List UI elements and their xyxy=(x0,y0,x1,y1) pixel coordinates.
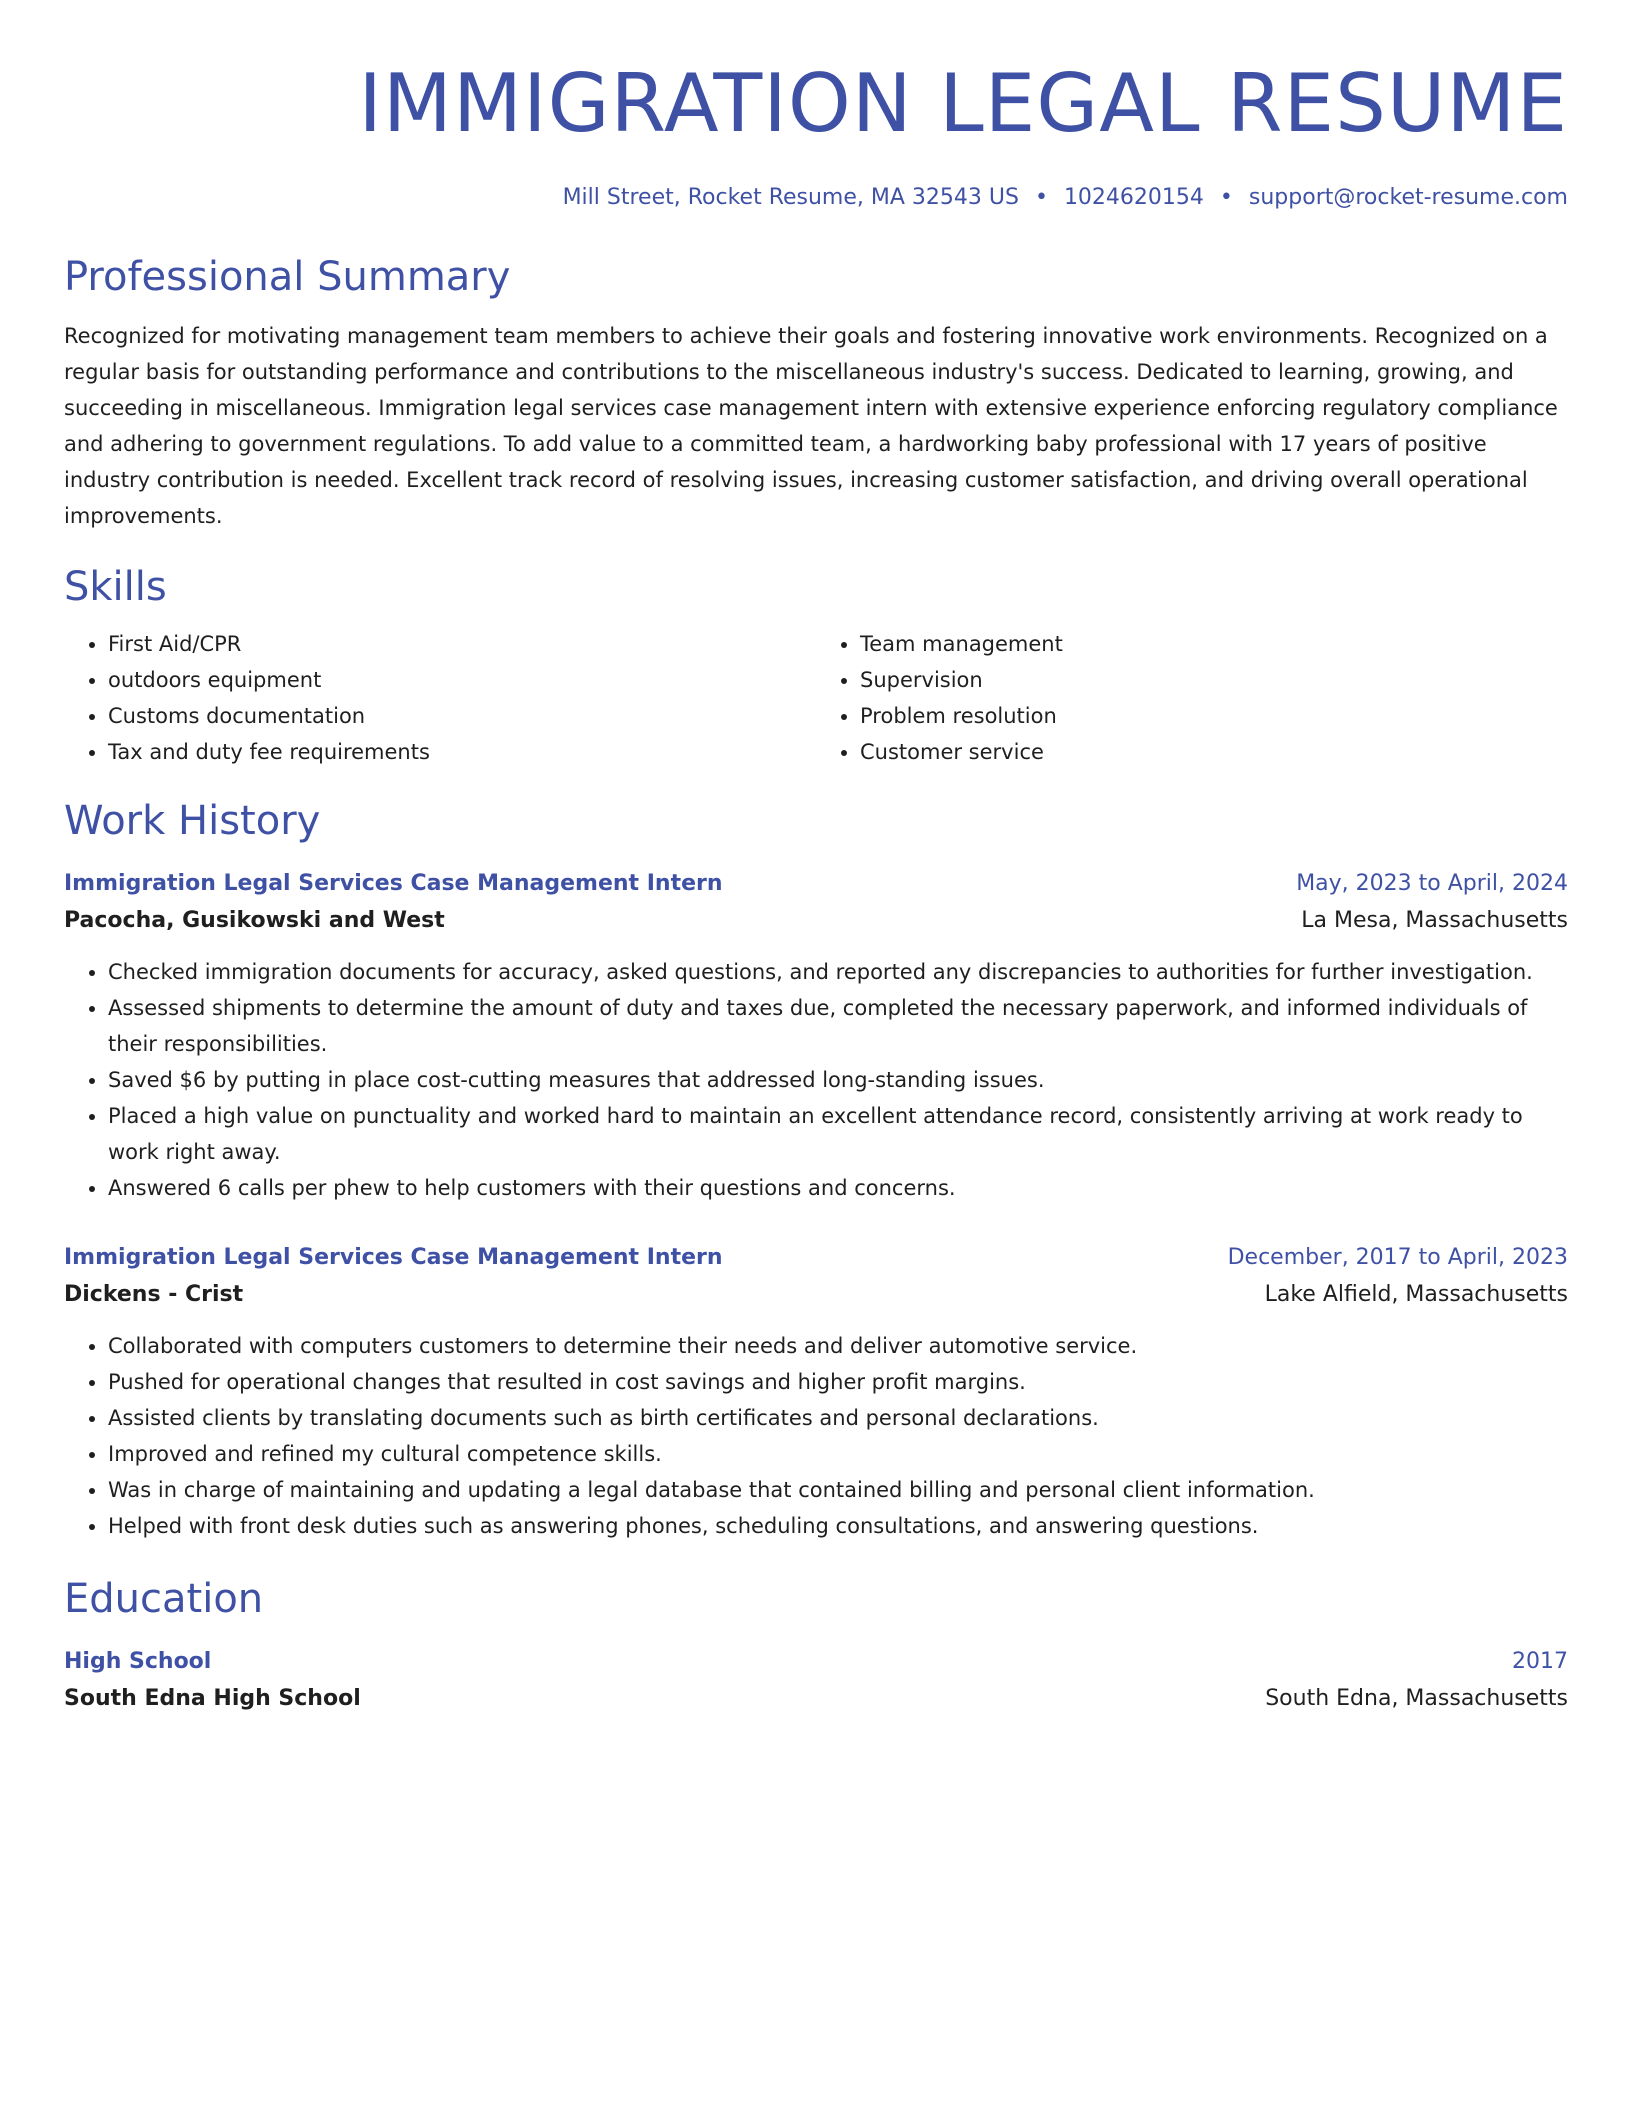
job-header-row xyxy=(64,866,1568,902)
job-bullets xyxy=(64,954,1568,1206)
education-entry xyxy=(64,1644,1568,1718)
job-bullet: • Assisted clients by translating documents such as birth certificates and personal declarations. xyxy=(108,1400,1568,1436)
skills-heading: Skills xyxy=(64,564,167,610)
contact-phone: 1024620154 xyxy=(1063,185,1204,210)
education-school: South Edna High School xyxy=(64,1686,361,1711)
job-role: Immigration Legal Services Case Management Intern xyxy=(64,1245,723,1270)
skills-list xyxy=(64,626,1568,770)
resume-header xyxy=(64,56,1568,214)
job-bullet: • Answered 6 calls per phew to help customers with their questions and concerns. xyxy=(108,1170,1568,1206)
skill-item: • First Aid/CPR xyxy=(108,626,816,662)
job-bullet: • Pushed for operational changes that resulted in cost savings and higher profit margins. xyxy=(108,1364,1568,1400)
job-bullet: • Assessed shipments to determine the amount of duty and taxes due, completed the necessary paperwork, and informed individuals of their responsibilities. xyxy=(108,990,1568,1062)
contact-email: support@rocket-resume.com xyxy=(1248,185,1568,210)
job-bullet: • Was in charge of maintaining and updating a legal database that contained billing and personal client information. xyxy=(108,1472,1568,1508)
education-school-row xyxy=(64,1680,1568,1718)
skill-item: • Supervision xyxy=(860,662,1568,698)
job-bullet: • Helped with front desk duties such as answering phones, scheduling consultations, and answering questions. xyxy=(108,1508,1568,1544)
job-entry xyxy=(64,1240,1568,1544)
resume-title: IMMIGRATION LEGAL RESUME xyxy=(358,57,1568,150)
job-dates: December, 2017 to April, 2023 xyxy=(1227,1245,1568,1270)
work-history-heading: Work History xyxy=(64,798,321,844)
job-bullets xyxy=(64,1328,1568,1544)
education-location: South Edna, Massachusetts xyxy=(1265,1686,1568,1711)
job-company-row xyxy=(64,902,1568,940)
job-header-row xyxy=(64,1240,1568,1276)
skills-column-left xyxy=(64,626,816,770)
job-location: La Mesa, Massachusetts xyxy=(1301,908,1568,933)
job-role: Immigration Legal Services Case Management Intern xyxy=(64,871,723,896)
job-bullet: • Checked immigration documents for accuracy, asked questions, and reported any discrepancies to authorities for further investigation. xyxy=(108,954,1568,990)
summary-heading: Professional Summary xyxy=(64,254,511,300)
job-bullet: • Collaborated with computers customers to determine their needs and deliver automotive service. xyxy=(108,1328,1568,1364)
job-bullet: • Saved $6 by putting in place cost-cutting measures that addressed long-standing issues. xyxy=(108,1062,1568,1098)
job-location: Lake Alfield, Massachusetts xyxy=(1264,1282,1568,1307)
summary-text: Recognized for motivating management team members to achieve their goals and fostering innovative work environments. Recognized on a regular basis for outstanding performance and contributions to the miscellaneous industry's success. Dedicated to learning, growing, and succeeding in miscellaneous. Immigration legal services case management intern with extensive experience enforcing regulatory compliance and adhering to government regulations. To add value to a committed team, a hardworking baby professional with 17 years of positive industry contribution is needed. Excellent track record of resolving issues, increasing customer satisfaction, and driving overall operational improvements. xyxy=(64,324,1558,528)
job-dates: May, 2023 to April, 2024 xyxy=(1296,871,1568,896)
job-bullet: • Improved and refined my cultural competence skills. xyxy=(108,1436,1568,1472)
contact-address: Mill Street, Rocket Resume, MA 32543 US xyxy=(562,185,1019,210)
education-header-row xyxy=(64,1644,1568,1680)
contact-separator: • xyxy=(1219,185,1233,210)
skill-item: • Team management xyxy=(860,626,1568,662)
skill-item: • outdoors equipment xyxy=(108,662,816,698)
skill-item: • Customer service xyxy=(860,734,1568,770)
skill-item: • Tax and duty fee requirements xyxy=(108,734,816,770)
job-bullet: • Placed a high value on punctuality and worked hard to maintain an excellent attendance record, consistently arriving at work ready to work right away. xyxy=(108,1098,1568,1170)
education-degree: High School xyxy=(64,1649,212,1674)
skill-item: • Problem resolution xyxy=(860,698,1568,734)
skill-item: • Customs documentation xyxy=(108,698,816,734)
education-year: 2017 xyxy=(1512,1649,1568,1674)
job-company: Dickens - Crist xyxy=(64,1282,244,1307)
job-company: Pacocha, Gusikowski and West xyxy=(64,908,445,933)
contact-line xyxy=(64,182,1568,214)
job-company-row xyxy=(64,1276,1568,1314)
job-entry xyxy=(64,866,1568,1206)
skills-column-right xyxy=(816,626,1568,770)
education-heading: Education xyxy=(64,1576,264,1622)
contact-separator: • xyxy=(1034,185,1048,210)
